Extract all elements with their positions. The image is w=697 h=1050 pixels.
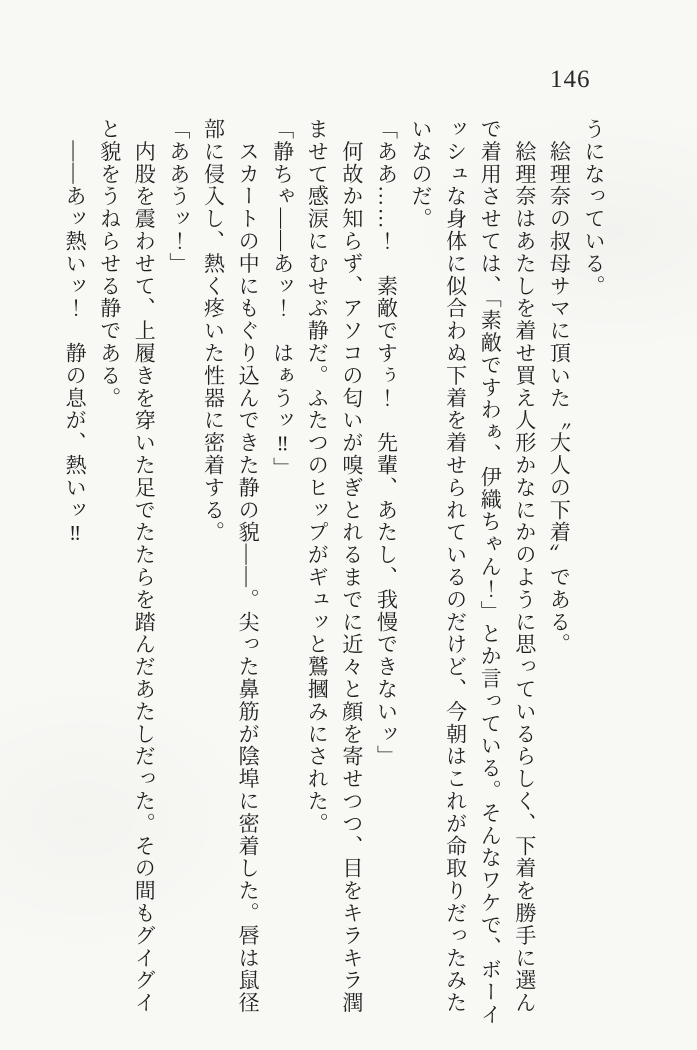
text-line: で着用させては、「素敵ですわぁ、伊織ちゃん！」とか言っている。そんなワケで、ボーイ (478, 118, 503, 1026)
text-line: 部に侵入し、熱く疼いた性器に密着する。 (201, 118, 226, 544)
text-line: 「ああうッ！」 (166, 118, 191, 275)
text-line: と貌をうねらせる静である。 (97, 118, 122, 410)
text-line: ッシュな身体に似合わぬ下着を着せられているのだけど、今朝はこれが命取りだったみた (443, 118, 468, 1014)
vertical-text-block (58, 118, 612, 1032)
page-number: 146 (550, 66, 591, 93)
text-line: スカートの中にもぐり込んできた静の貌——。尖った鼻筋が陰埠に密着した。唇は鼠径 (236, 118, 261, 1014)
text-line: 内股を震わせて、上履きを穿いた足でたたらを踏んだあたしだった。その間もグイグイ (132, 118, 157, 1014)
text-line: ませて感涙にむせぶ静だ。ふたつのヒップがギュッと鷲摑みにされた。 (305, 118, 330, 835)
text-line: 絵理奈の叔母サマに頂いた〝大人の下着〟である。 (547, 118, 572, 656)
text-line: 何故か知らず、アソコの匂いが嗅ぎとれるまでに近々と顔を寄せつつ、目をキラキラ潤 (339, 118, 364, 1014)
text-line: ——あッ熱いッ！ 静の息が、熱いッ‼ (63, 118, 88, 547)
text-line: 「静ちゃ——あッ！ はぁうッ‼」 (270, 118, 295, 480)
text-line: 「ああ……！ 素敵ですぅ！ 先輩、あたし、我慢できないッ」 (374, 118, 399, 768)
text-line: うになっている。 (582, 118, 606, 298)
text-line: いなのだ。 (409, 118, 434, 230)
text-line: 絵理奈はあたしを着せ買え人形かなにかのように思っているらしく、下着を勝手に選ん (512, 118, 537, 1014)
